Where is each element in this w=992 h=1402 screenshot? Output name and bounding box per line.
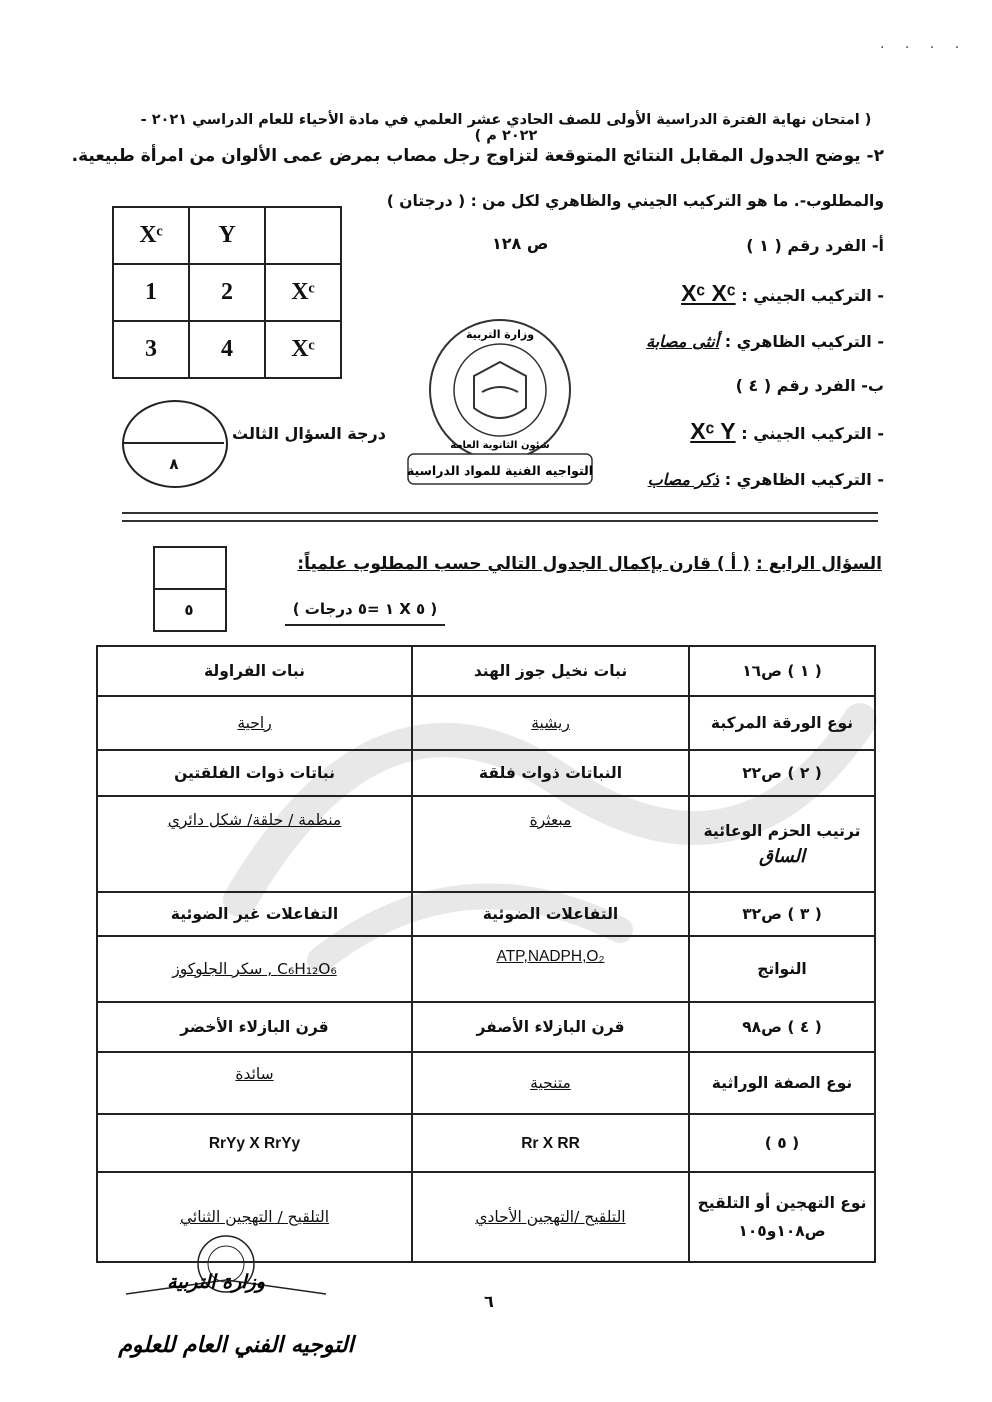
corner-marks: · · · · (880, 40, 968, 56)
grade-circle (122, 400, 228, 488)
row-label: نوع الورقة المركبة (689, 696, 875, 750)
genotype-1-row (681, 280, 884, 307)
table-row (97, 1114, 875, 1172)
individual-1: أ- الفرد رقم ( ١ ) (746, 236, 884, 255)
row-label: نوع التهجين أو التلقيح ص١٠٨و١٠٥ (689, 1172, 875, 1262)
phenotype-label: - التركيب الظاهري : (724, 332, 884, 351)
cell-a: Rr X RR (412, 1114, 689, 1172)
seal-caption: التواجيه الفنية للمواد الدراسية (406, 463, 594, 478)
genotype-label: - التركيب الجيني : (741, 286, 884, 305)
q2-statement: ٢- يوضح الجدول المقابل النتائج المتوقعة لتزاوج رجل مصاب بمرض عمى الألوان من امرأة طبيعية. (71, 146, 884, 166)
punnett-cell: Y (189, 207, 265, 264)
q4-title (297, 554, 882, 574)
q4-marks: ( ٥ X ١ =٥ درجات ) (292, 600, 438, 618)
cell-a: نبات نخيل جوز الهند (412, 646, 689, 696)
stamp-line1: وزارة التربية (167, 1271, 265, 1293)
punnett-square (112, 206, 342, 379)
cell-b: سائدة (97, 1052, 412, 1114)
table-row (97, 936, 875, 1002)
phenotype-2-row (648, 470, 884, 489)
q2-required: والمطلوب-. ما هو التركيب الجيني والظاهري لكل من : ( درجتان ) (386, 192, 884, 210)
table-row (97, 1002, 875, 1052)
table-row (97, 750, 875, 796)
row-label: ( ٤ ) ص٩٨ (689, 1002, 875, 1052)
punnett-cell: 3 (113, 321, 189, 378)
row-label: ( ٣ ) ص٣٢ (689, 892, 875, 936)
row-label: ( ٥ ) (689, 1114, 875, 1172)
punnett-cell: 2 (189, 264, 265, 321)
table-row (97, 796, 875, 892)
punnett-cell: 4 (189, 321, 265, 378)
row-label: ترتيب الحزم الوعائية الساق (689, 796, 875, 892)
section-separator (122, 512, 878, 522)
genotype-label-2: - التركيب الجيني : (741, 424, 884, 443)
page-ref-1: ص ١٢٨ (492, 234, 549, 253)
seal-dept: شئون الثانوية العامة (450, 440, 550, 451)
cell-a: متنحية (412, 1052, 689, 1114)
cell-a: النباتات ذوات فلقة (412, 750, 689, 796)
cell-b: التفاعلات غير الضوئية (97, 892, 412, 936)
individual-2: ب- الفرد رقم ( ٤ ) (735, 376, 884, 395)
genotype-2-row (690, 418, 884, 445)
page-number: ٦ (484, 1292, 494, 1311)
phenotype-1: أنثى مصابة (646, 332, 720, 351)
table-row (97, 1052, 875, 1114)
cell-b: قرن البازلاء الأخضر (97, 1002, 412, 1052)
row-label: النواتج (689, 936, 875, 1002)
phenotype-label-2: - التركيب الظاهري : (724, 470, 884, 489)
cell-a: التفاعلات الضوئية (412, 892, 689, 936)
cell-a: ريشية (412, 696, 689, 750)
exam-header: ( امتحان نهاية الفترة الدراسية الأولى للصف الحادي عشر العلمي في مادة الأحياء للعام الدراسي ٢٠٢١ - ٢٠٢٢ م ) (140, 112, 872, 144)
row-label: ( ٢ ) ص٢٢ (689, 750, 875, 796)
q3-grade-label: درجة السؤال الثالث (232, 424, 386, 443)
cell-b: RrYy X RrYy (97, 1114, 412, 1172)
table-row (97, 646, 875, 696)
comparison-table (96, 645, 876, 1263)
punnett-cell: 1 (113, 264, 189, 321)
cell-b: نبات الفراولة (97, 646, 412, 696)
ministry-seal (400, 312, 600, 494)
phenotype-1-row (646, 332, 884, 351)
cell-a: قرن البازلاء الأصفر (412, 1002, 689, 1052)
genotype-2: Xᶜ Y (690, 418, 736, 444)
stamp-line2: التوجيه الفني العام للعلوم (118, 1332, 354, 1358)
q3-grade-value: ٨ (169, 455, 179, 473)
table-row (97, 892, 875, 936)
row-label: نوع الصفة الوراثية (689, 1052, 875, 1114)
cell-a: التلقيح /التهجين الأحادي (412, 1172, 689, 1262)
stamp (96, 1232, 386, 1382)
table-row (97, 696, 875, 750)
cell-b: راحية (97, 696, 412, 750)
cell-b: منظمة / حلقة/ شكل دائري (97, 796, 412, 892)
q4-title-text: السؤال الرابع : (756, 554, 882, 574)
cell-b: التلقيح / التهجين الثنائي (97, 1172, 412, 1262)
cell-b: نباتات ذوات الفلقتين (97, 750, 412, 796)
seal-ministry: وزارة التربية (465, 328, 535, 341)
punnett-cell: Xᶜ (265, 321, 341, 378)
cell-a: مبعثرة (412, 796, 689, 892)
cell-a: ATP,NADPH,O₂ (412, 936, 689, 1002)
q4-grade-box-divider (153, 588, 225, 590)
q4-grade-value: ٥ (184, 601, 194, 619)
genotype-1: Xᶜ Xᶜ (681, 280, 736, 306)
punnett-cell: Xᶜ (265, 264, 341, 321)
cell-b: C₆H₁₂O₆ , سكر الجلوكوز (97, 936, 412, 1002)
row-label: ( ١ ) ص١٦ (689, 646, 875, 696)
grade-circle-divider (123, 442, 224, 444)
punnett-cell (265, 207, 341, 264)
q4-subtitle: ( أ ) قارن بإكمال الجدول التالي حسب المطلوب علمياً: (297, 554, 751, 574)
q4-marks-underline (285, 624, 445, 626)
phenotype-2: ذكر مصاب (647, 470, 720, 489)
punnett-cell: Xᶜ (113, 207, 189, 264)
